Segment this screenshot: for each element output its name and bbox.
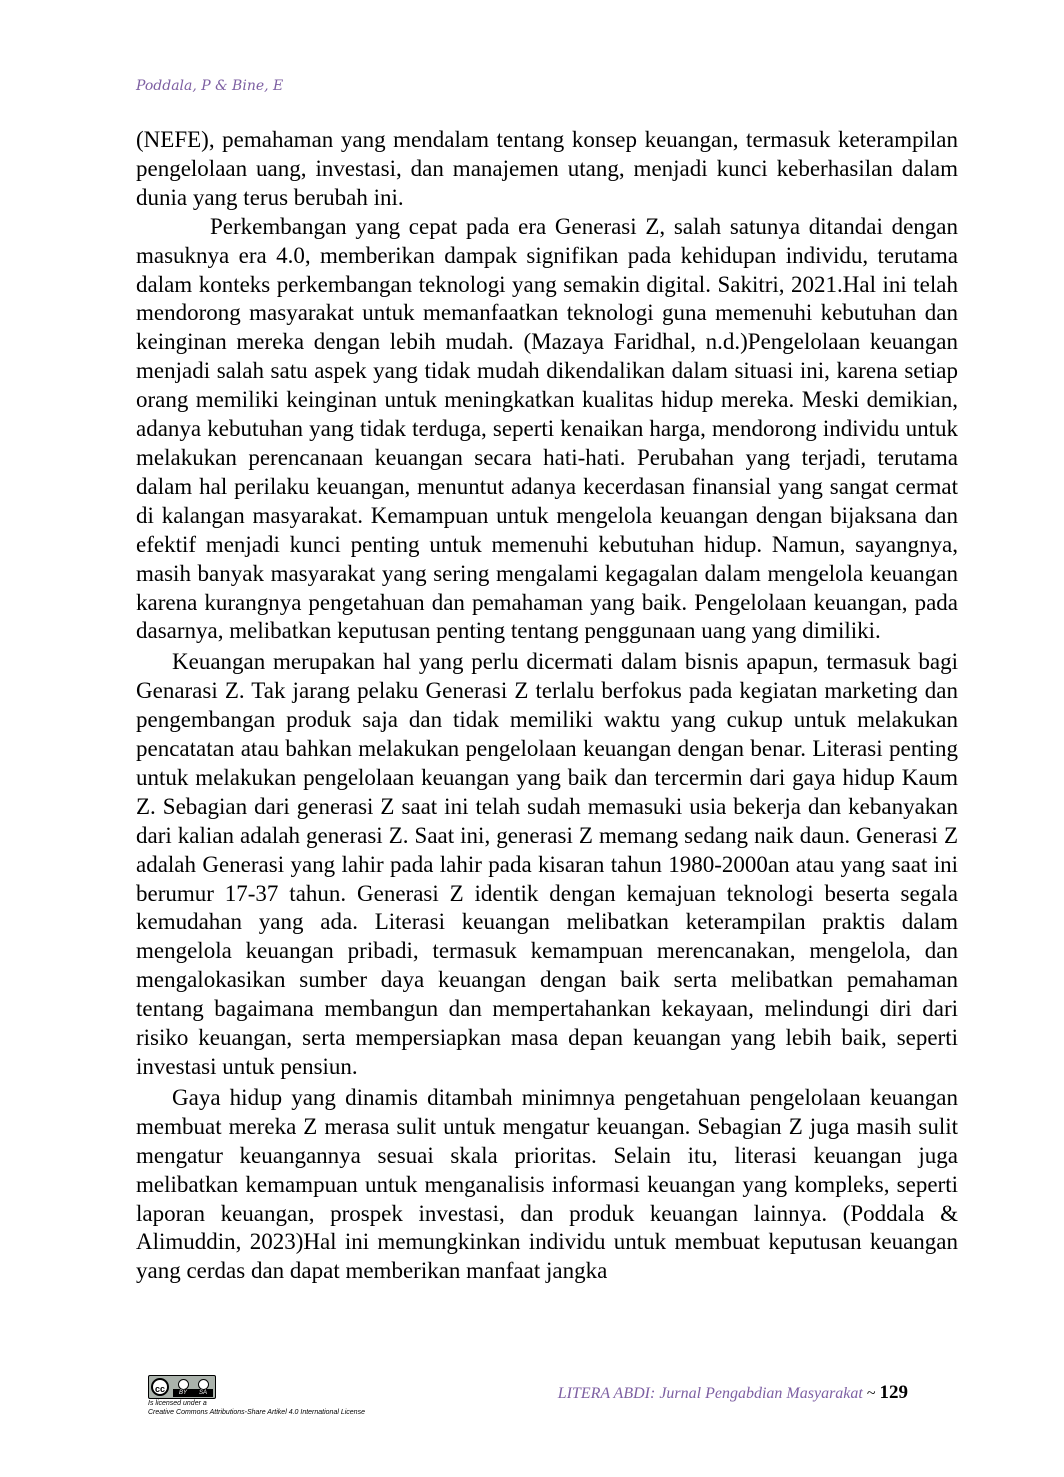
badge-label-sa: SA <box>198 1390 207 1396</box>
creative-commons-icon: cc <box>151 1378 169 1396</box>
journal-name: LITERA ABDI: Jurnal Pengabdian Masyarakat <box>557 1385 863 1402</box>
badge-label-by: BY <box>178 1390 187 1396</box>
license-block <box>148 1375 365 1417</box>
paragraph-2: Perkembangan yang cepat pada era Generasi Z, salah satunya ditandai dengan masuknya era 4.0, memberikan dampak signifikan pada kehidupan individu, terutama dalam konteks perkembangan teknologi yang semakin digital. Sakitri, 2021.Hal ini telah mendorong masyarakat untuk memanfaatkan teknologi guna memenuhi kebutuhan dan keinginan mereka dengan lebih mudah. (Mazaya Faridhal, n.d.)Pengelolaan keuangan menjadi salah satu aspek yang tidak mudah dikendalikan dalam situasi ini, karena setiap orang memiliki keinginan untuk meningkatkan kualitas hidup mereka. Meski demikian, adanya kebutuhan yang tidak terduga, seperti kenaikan harga, mendorong individu untuk melakukan perencanaan keuangan secara hati-hati. Perubahan yang terjadi, terutama dalam hal perilaku keuangan, menuntut adanya kecerdasan finansial yang sangat cermat di kalangan masyarakat. Kemampuan untuk mengelola keuangan dengan bijaksana dan efektif menjadi kunci penting untuk memenuhi kebutuhan hidup. Namun, sayangnya, masih banyak masyarakat yang sering mengalami kegagalan dalam mengelola keuangan karena kurangnya pengetahuan dan pemahaman yang baik. Pengelolaan keuangan, pada dasarnya, melibatkan keputusan penting tentang penggunaan uang yang dimiliki. <box>136 213 958 644</box>
license-text-1: Is licensed under a <box>148 1400 207 1407</box>
share-alike-icon <box>198 1379 209 1390</box>
running-head: Poddala, P & Bine, E <box>136 78 284 94</box>
paragraph-4: Gaya hidup yang dinamis ditambah minimnya pengetahuan pengelolaan keuangan membuat mereka Z merasa sulit untuk mengatur keuangan. Sebagian Z juga masih sulit mengatur keuangannya sesuai skala prioritas. Selain itu, literasi keuangan juga melibatkan kemampuan untuk menganalisis informasi keuangan yang kompleks, seperti laporan keuangan, prospek investasi, dan produk keuangan lainnya. (Poddala & Alimuddin, 2023)Hal ini memungkinkan individu untuk membuat keputusan keuangan yang cerdas dan dapat memberikan manfaat jangka <box>136 1084 958 1284</box>
page-number: 129 <box>879 1382 908 1403</box>
footer-separator: ~ <box>866 1385 876 1402</box>
article-body <box>136 126 958 1286</box>
license-text-2[interactable]: Creative Commons Attributions-Share Artikel 4.0 International License <box>148 1409 365 1416</box>
journal-footer <box>558 1382 908 1404</box>
paragraph-1: (NEFE), pemahaman yang mendalam tentang konsep keuangan, termasuk keterampilan pengelolaan uang, investasi, dan manajemen utang, menjadi kunci keberhasilan dalam dunia yang terus berubah ini. <box>136 127 958 210</box>
paragraph-3: Keuangan merupakan hal yang perlu dicermati dalam bisnis apapun, termasuk bagi Genarasi Z. Tak jarang pelaku Generasi Z terlalu berfokus pada kegiatan marketing dan pengembangan produk saja dan tidak memiliki waktu yang cukup untuk melakukan pencatatan atau bahkan melakukan pengelolaan keuangan dengan benar. Literasi penting untuk melakukan pengelolaan keuangan yang baik dan tercermin dari gaya hidup Kaum Z. Sebagian dari generasi Z saat ini telah sudah memasuki usia bekerja dan kebanyakan dari kalian adalah generasi Z. Saat ini, generasi Z memang sedang naik daun. Generasi Z adalah Generasi yang lahir pada lahir pada kisaran tahun 1980-2000an atau yang saat ini berumur 17-37 tahun. Generasi Z identik dengan kemajuan teknologi beserta segala kemudahan yang ada. Literasi keuangan melibatkan keterampilan praktis dalam mengelola keuangan pribadi, termasuk kemampuan merencanakan, mengelola, dan mengalokasikan sumber daya keuangan dengan baik serta melibatkan pemahaman tentang bagaimana membangun dan mempertahankan kekayaan, melindungi diri dari risiko keuangan, serta mempersiapkan masa depan keuangan yang lebih baik, seperti investasi untuk pensiun. <box>136 649 958 1079</box>
attribution-icon <box>178 1379 189 1390</box>
cc-by-sa-badge[interactable] <box>148 1375 216 1399</box>
